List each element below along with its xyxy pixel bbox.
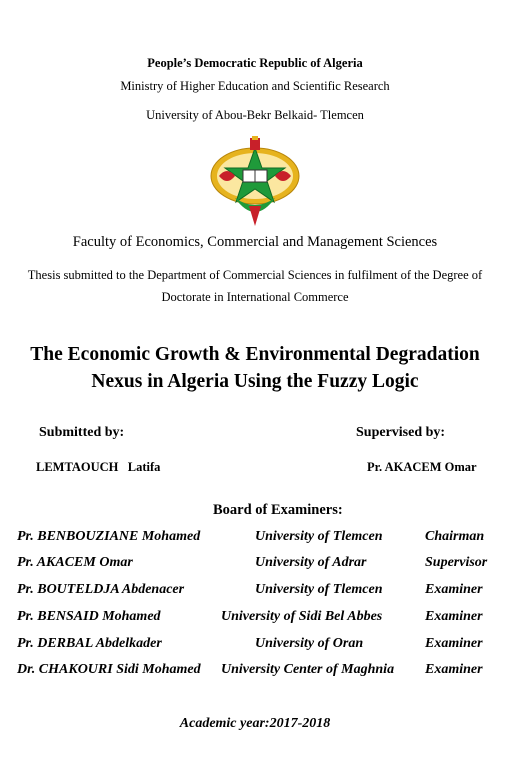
examiner-role: Examiner — [425, 609, 483, 624]
examiner-institution: University of Tlemcen — [255, 529, 383, 544]
author-name: LEMTAOUCH Latifa — [36, 460, 161, 474]
examiner-name: Pr. AKACEM Omar — [17, 555, 133, 570]
examiner-institution: University of Oran — [255, 636, 364, 651]
examiner-role: Examiner — [425, 582, 483, 597]
faculty-name: Faculty of Economics, Commercial and Management Sciences — [72, 234, 438, 250]
country-name: People’s Democratic Republic of Algeria — [147, 56, 363, 70]
university-emblem-icon — [205, 136, 305, 228]
thesis-title-line-1: The Economic Growth & Environmental Degradation — [30, 344, 480, 365]
examiner-institution: University Center of Maghnia — [221, 662, 395, 677]
university-name: University of Abou-Bekr Belkaid- Tlemcen — [146, 108, 364, 122]
examiner-role: Supervisor — [425, 555, 488, 570]
supervisor-name: Pr. AKACEM Omar — [367, 460, 477, 474]
examiner-name: Pr. BOUTELDJA Abdenacer — [17, 582, 185, 597]
thesis-line-2: Doctorate in International Commerce — [161, 290, 349, 304]
thesis-line-1: Thesis submitted to the Department of Commercial Sciences in fulfilment of the Degree of — [27, 268, 483, 282]
examiner-name: Pr. BENSAID Mohamed — [17, 609, 161, 624]
thesis-title-line-2: Nexus in Algeria Using the Fuzzy Logic — [91, 371, 419, 392]
examiner-institution: University of Sidi Bel Abbes — [221, 609, 383, 624]
examiner-role: Chairman — [425, 529, 485, 544]
board-heading: Board of Examiners: — [213, 502, 343, 518]
supervised-by-label: Supervised by: — [356, 425, 446, 440]
academic-year: Academic year:2017-2018 — [179, 716, 331, 731]
examiner-role: Examiner — [425, 662, 483, 677]
examiner-institution: University of Tlemcen — [255, 582, 383, 597]
examiner-role: Examiner — [425, 636, 483, 651]
submitted-by-label: Submitted by: — [39, 425, 125, 440]
examiner-name: Pr. DERBAL Abdelkader — [17, 636, 162, 651]
examiner-name: Dr. CHAKOURI Sidi Mohamed — [17, 662, 201, 677]
ministry-name: Ministry of Higher Education and Scientific Research — [120, 79, 390, 93]
examiner-institution: University of Adrar — [255, 555, 367, 570]
examiner-name: Pr. BENBOUZIANE Mohamed — [17, 529, 201, 544]
